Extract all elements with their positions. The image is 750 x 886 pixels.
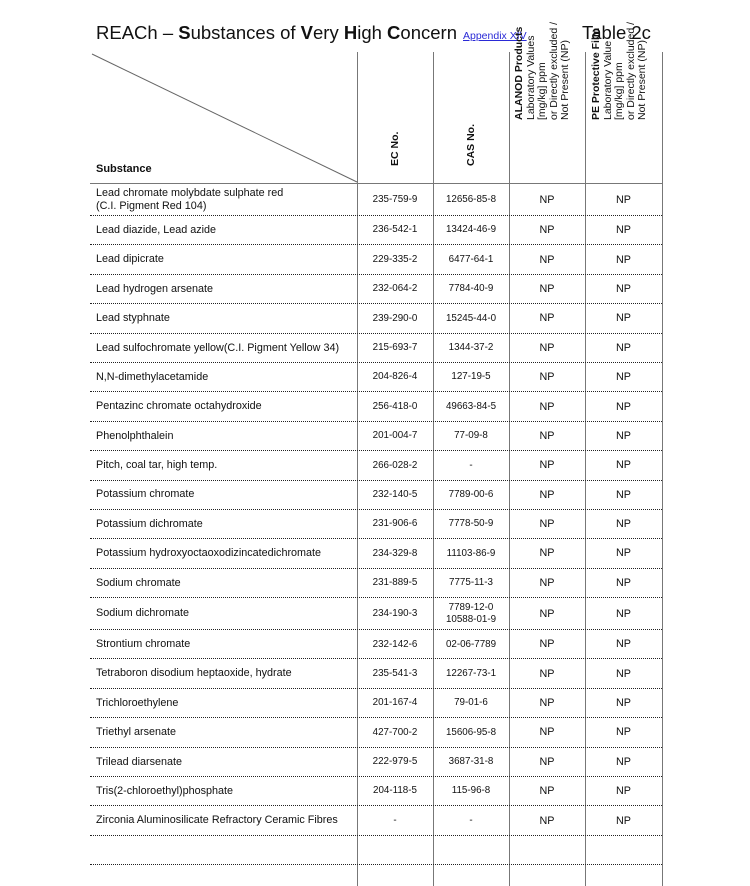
table-row xyxy=(90,539,662,568)
cell-ec-number: 201-004-7 xyxy=(372,430,418,442)
cell-cas-number: 12267-73-1 xyxy=(445,667,497,679)
cell-pe-value: NP xyxy=(616,488,631,501)
cell-alanod-value: NP xyxy=(539,371,555,384)
column-divider xyxy=(662,52,663,886)
header-cas xyxy=(433,52,509,183)
cell-alanod-value: NP xyxy=(539,224,555,237)
cell-pe-value: NP xyxy=(616,341,631,354)
cell-alanod-value: NP xyxy=(539,253,555,266)
cell-cas-number: 7784-40-9 xyxy=(448,283,494,295)
header-alanod-title: ALANOD Products xyxy=(513,26,525,120)
title-segment: V xyxy=(300,22,313,43)
table-row xyxy=(90,481,662,510)
cell-alanod-value: NP xyxy=(539,667,555,680)
cell-cas-number: - xyxy=(469,459,473,471)
cell-pe-value: NP xyxy=(616,429,631,442)
table-row xyxy=(90,748,662,777)
cell-alanod-value: NP xyxy=(539,341,555,354)
cell-pe-value: NP xyxy=(616,224,631,237)
cell-substance: Lead dipicrate xyxy=(96,253,164,266)
cell-substance: Tetraboron disodium heptaoxide, hydrate xyxy=(96,667,292,680)
cell-cas-number: 7789-12-0 10588-01-9 xyxy=(445,602,497,625)
cell-ec-number: 204-826-4 xyxy=(372,371,418,383)
appendix-xiv-link[interactable]: Appendix XIV xyxy=(463,30,527,42)
page-title xyxy=(96,22,527,44)
cell-alanod-value: NP xyxy=(539,814,555,827)
cell-alanod-value: NP xyxy=(539,697,555,710)
cell-pe-value: NP xyxy=(616,400,631,413)
cell-cas-number: - xyxy=(469,814,473,826)
cell-alanod-value: NP xyxy=(539,785,555,798)
title-segment: igh xyxy=(357,22,388,43)
table-row xyxy=(90,216,662,245)
cell-cas-number: 6477-64-1 xyxy=(448,253,494,265)
cell-substance: Pentazinc chromate octahydroxide xyxy=(96,400,262,413)
cell-pe-value: NP xyxy=(616,371,631,384)
header-pe-title: PE Protective Film xyxy=(589,27,602,120)
table-row xyxy=(90,777,662,806)
cell-substance: Lead diazide, Lead azide xyxy=(96,223,217,236)
cell-pe-value: NP xyxy=(616,253,631,266)
cell-ec-number: 256-418-0 xyxy=(372,400,418,412)
cell-pe-value: NP xyxy=(616,607,631,620)
cell-pe-value: NP xyxy=(616,312,631,325)
header-substance: Substance xyxy=(96,163,152,175)
cell-alanod-value: NP xyxy=(539,400,555,413)
cell-substance: Tris(2-chloroethyl)phosphate xyxy=(96,784,234,797)
table-row xyxy=(90,451,662,480)
cell-pe-value: NP xyxy=(616,667,631,680)
cell-ec-number: 234-190-3 xyxy=(372,607,418,619)
table-row xyxy=(90,569,662,598)
title-segment: S xyxy=(178,22,191,43)
substances-table xyxy=(90,184,662,865)
cell-substance: Pitch, coal tar, high temp. xyxy=(96,459,218,472)
cell-substance: Potassium dichromate xyxy=(96,517,203,530)
cell-ec-number: 266-028-2 xyxy=(372,459,418,471)
table-row xyxy=(90,363,662,392)
cell-substance: Phenolphthalein xyxy=(96,429,174,442)
cell-ec-number: 236-542-1 xyxy=(372,224,418,236)
header-ec-label: EC No. xyxy=(389,131,401,166)
cell-ec-number: 204-118-5 xyxy=(373,785,417,797)
cell-pe-value: NP xyxy=(616,193,631,206)
cell-substance: Sodium dichromate xyxy=(96,607,190,620)
cell-alanod-value: NP xyxy=(539,429,555,442)
cell-pe-value: NP xyxy=(616,814,631,827)
cell-pe-value: NP xyxy=(616,547,631,560)
cell-ec-number: 232-064-2 xyxy=(372,283,418,295)
cell-substance: Lead sulfochromate yellow(C.I. Pigment Yellow 34) xyxy=(96,341,340,354)
cell-cas-number: 02-06-7789 xyxy=(445,638,497,650)
cell-alanod-value: NP xyxy=(539,607,555,620)
cell-ec-number: 215-693-7 xyxy=(372,342,418,353)
cell-pe-value: NP xyxy=(616,282,631,295)
cell-alanod-value: NP xyxy=(539,312,555,325)
table-row xyxy=(90,392,662,421)
cell-pe-value: NP xyxy=(616,785,631,798)
header-pe-line: or Directly excluded / xyxy=(624,21,636,120)
cell-alanod-value: NP xyxy=(539,193,555,206)
header-alanod-line: or Directly excluded / xyxy=(547,21,560,120)
header-ec xyxy=(357,52,433,183)
cell-ec-number: 232-140-5 xyxy=(372,488,418,500)
title-segment: H xyxy=(343,22,358,43)
table-row xyxy=(90,630,662,659)
title-segment: ubstances of xyxy=(190,22,301,43)
table-row xyxy=(90,836,662,865)
cell-substance: Triethyl arsenate xyxy=(96,726,177,739)
header-alanod-line: Not Present (NP) xyxy=(559,39,571,120)
cell-pe-value: NP xyxy=(616,576,631,589)
cell-alanod-value: NP xyxy=(539,576,555,589)
cell-alanod-value: NP xyxy=(539,547,555,560)
cell-ec-number: 231-889-5 xyxy=(372,577,418,589)
table-row xyxy=(90,689,662,718)
cell-pe-value: NP xyxy=(616,755,631,768)
cell-substance: Sodium chromate xyxy=(96,576,181,589)
cell-substance: Lead styphnate xyxy=(96,312,170,325)
table-row xyxy=(90,510,662,539)
cell-pe-value: NP xyxy=(616,638,631,651)
cell-substance: Potassium chromate xyxy=(96,488,195,501)
cell-alanod-value: NP xyxy=(539,638,555,651)
cell-substance: Zirconia Aluminosilicate Refractory Ceramic Fibres xyxy=(96,814,338,827)
cell-ec-number: 239-290-0 xyxy=(372,312,418,324)
cell-pe-value: NP xyxy=(616,726,631,739)
table-row xyxy=(90,806,662,835)
cell-ec-number: 231-906-6 xyxy=(372,518,418,530)
cell-cas-number: 79-01-6 xyxy=(454,697,488,709)
cell-cas-number: 12656-85-8 xyxy=(445,193,497,205)
cell-ec-number: 235-759-9 xyxy=(372,193,418,205)
cell-ec-number: 232-142-6 xyxy=(372,638,418,650)
cell-cas-number: 11103-86-9 xyxy=(446,547,496,559)
cell-cas-number: 127-19-5 xyxy=(451,371,491,383)
cell-substance: N,N-dimethylacetamide xyxy=(96,370,209,383)
title-segment: REACh – xyxy=(96,22,179,43)
cell-alanod-value: NP xyxy=(539,459,555,472)
cell-pe-value: NP xyxy=(616,518,631,531)
table-row xyxy=(90,334,662,363)
table-row xyxy=(90,184,662,216)
cell-cas-number: 77-09-8 xyxy=(454,430,488,442)
cell-substance: Trichloroethylene xyxy=(96,696,179,709)
cell-cas-number: 115-96-8 xyxy=(451,785,491,797)
table-row xyxy=(90,718,662,747)
cell-ec-number: - xyxy=(393,814,397,826)
cell-substance: Lead hydrogen arsenate xyxy=(96,282,214,295)
cell-alanod-value: NP xyxy=(539,282,555,295)
cell-alanod-value: NP xyxy=(539,518,555,531)
cell-substance: Trilead diarsenate xyxy=(96,755,183,768)
cell-alanod-value: NP xyxy=(539,726,555,739)
cell-cas-number: 49663-84-5 xyxy=(445,400,497,412)
cell-cas-number: 1344-37-2 xyxy=(448,342,494,353)
cell-cas-number: 7778-50-9 xyxy=(448,518,494,530)
header-pe-line: Laboratory Value xyxy=(601,40,613,120)
table-row xyxy=(90,659,662,688)
cell-ec-number: 222-979-5 xyxy=(372,756,418,768)
cell-cas-number: 13424-46-9 xyxy=(445,224,497,236)
cell-ec-number: 229-335-2 xyxy=(372,253,418,265)
table-row xyxy=(90,245,662,274)
cell-ec-number: 427-700-2 xyxy=(372,726,418,738)
table-row xyxy=(90,304,662,333)
cell-ec-number: 235-541-3 xyxy=(372,667,418,679)
header-alanod-line: [mg/kg] ppm xyxy=(536,61,548,120)
cell-pe-value: NP xyxy=(616,697,631,710)
table-row xyxy=(90,598,662,630)
cell-substance: Potassium hydroxyoctaoxodizincatedichromate xyxy=(96,547,322,560)
header-pe-line: Not Present (NP) xyxy=(635,39,648,120)
table-row xyxy=(90,422,662,451)
cell-cas-number: 15245-44-0 xyxy=(445,312,497,324)
cell-ec-number: 234-329-8 xyxy=(372,547,418,559)
cell-cas-number: 7775-11-3 xyxy=(449,577,493,589)
title-segment: oncern xyxy=(400,22,457,43)
cell-alanod-value: NP xyxy=(539,488,555,501)
header-cas-label: CAS No. xyxy=(465,123,477,166)
cell-substance: Lead chromate molybdate sulphate red (C.I. Pigment Red 104) xyxy=(96,187,284,212)
title-text xyxy=(96,22,457,43)
table-number: Table 2c xyxy=(582,22,651,43)
cell-ec-number: 201-167-4 xyxy=(372,697,418,709)
table-row xyxy=(90,275,662,304)
title-segment: ery xyxy=(313,22,344,43)
cell-cas-number: 15606-95-8 xyxy=(445,726,497,738)
title-segment: C xyxy=(387,22,401,43)
header-alanod xyxy=(509,21,585,183)
header-alanod-line: Laboratory Values xyxy=(524,35,537,120)
cell-cas-number: 7789-00-6 xyxy=(448,488,494,500)
header-pe-line: [mg/kg] ppm xyxy=(612,61,625,120)
cell-cas-number: 3687-31-8 xyxy=(448,756,494,768)
cell-pe-value: NP xyxy=(616,459,631,472)
cell-substance: Strontium chromate xyxy=(96,638,191,651)
cell-alanod-value: NP xyxy=(539,755,555,768)
